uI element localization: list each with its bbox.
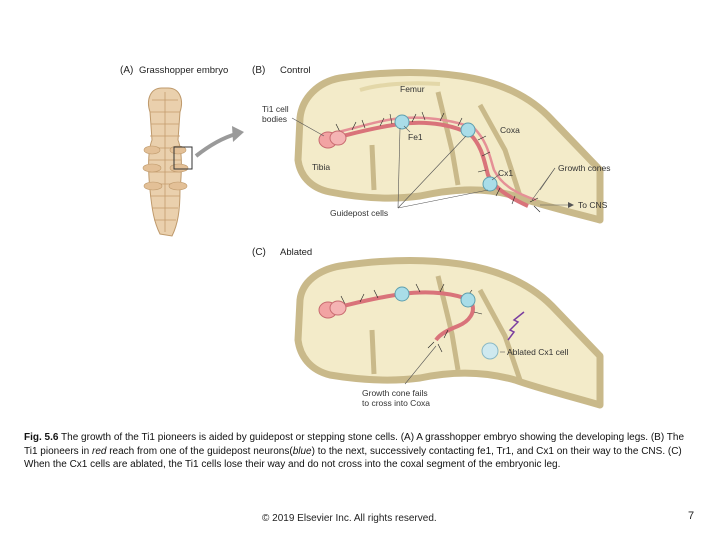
femur-label: Femur [400, 84, 425, 94]
ti1-label-line2: bodies [262, 114, 288, 124]
ablated-leg [298, 260, 600, 405]
growth-cone-fails-line2: to cross into Coxa [362, 398, 431, 408]
figure-number: Fig. 5.6 [24, 432, 59, 443]
copyright-notice: © 2019 Elsevier Inc. All rights reserved. [262, 513, 437, 524]
panel-a-title: Grasshopper embryo [139, 65, 229, 76]
coxa-label: Coxa [500, 125, 520, 135]
panel-c-title: Ablated [280, 247, 313, 258]
caption-text-1: The growth of the Ti1 pioneers is aided by guidepost or stepping stone cells. (A) A grasshopper embryo showing the developing legs. (B) The Ti1 pioneers in [24, 432, 685, 457]
panel-b-title: Control [280, 65, 311, 76]
ablated-cx1-cell [482, 343, 498, 359]
caption-text-2: reach from one of the guidepost neurons( [106, 445, 293, 457]
tr1-guidepost [461, 123, 475, 137]
fe1-label: Fe1 [408, 132, 423, 142]
tibia-label: Tibia [312, 162, 331, 172]
cx1-guidepost [483, 177, 497, 191]
caption-blue: blue [292, 445, 312, 457]
ablated-cx1-label: Ablated Cx1 cell [507, 347, 569, 357]
cx1-label: Cx1 [498, 168, 514, 178]
guidepost-label: Guidepost cells [330, 208, 389, 218]
growth-cone-fails-line1: Growth cone fails [362, 388, 428, 398]
to-cns-label: To CNS [578, 200, 608, 210]
control-leg [292, 72, 600, 220]
page-number: 7 [688, 510, 695, 522]
panel-a-label: (A) [120, 65, 134, 76]
grasshopper-embryo [143, 88, 188, 236]
caption-text-3: ) to the next, successively contacting fe1, Tr1, and Cx1 on their way to the CNS. (C) When the Cx1 cells are ablated, the Ti1 cells lose their way and do not cross into the coxal segment of the embryonic leg. [24, 445, 682, 471]
panel-b-label: (B) [252, 65, 266, 76]
figure-caption [24, 431, 696, 472]
ti1-label-line1: Ti1 cell [262, 104, 289, 114]
panel-c-label: (C) [252, 247, 266, 258]
zoom-arrow-head [232, 126, 244, 142]
caption-red: red [92, 445, 107, 457]
zoom-arrow [196, 134, 236, 156]
growth-cones-label: Growth cones [558, 163, 611, 173]
fe1-guidepost [395, 115, 409, 129]
